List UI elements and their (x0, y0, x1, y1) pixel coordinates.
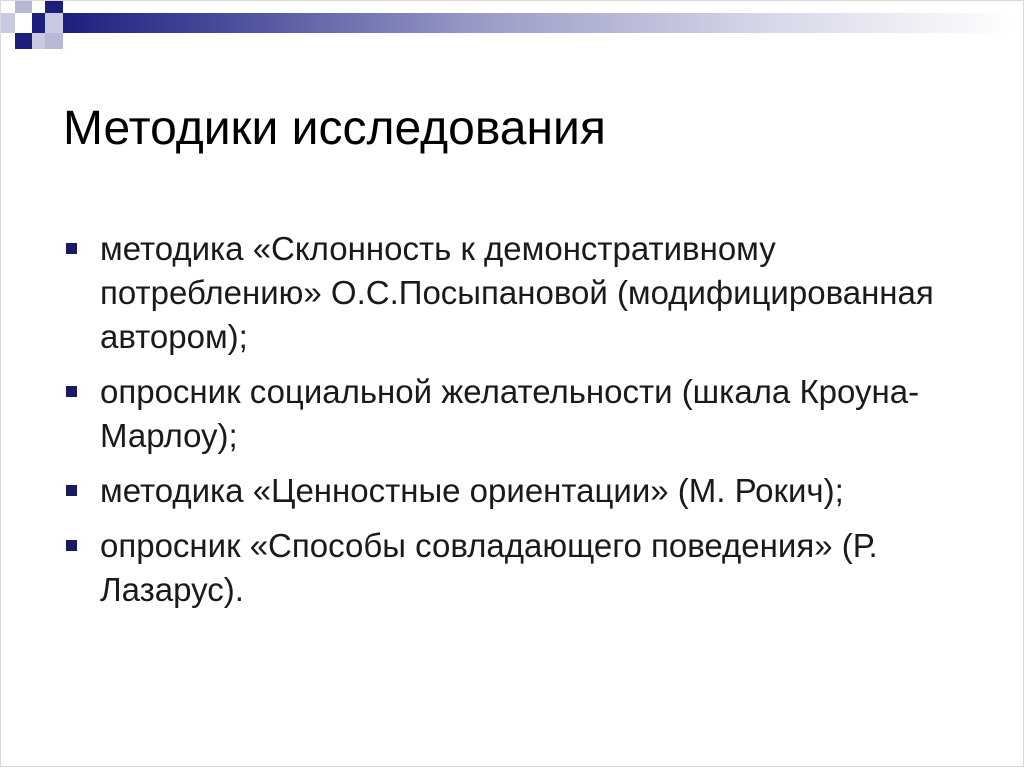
square-bullet-icon (66, 540, 77, 551)
header-decoration (1, 1, 1024, 71)
bullet-list (63, 227, 963, 623)
square-bullet-icon (66, 386, 77, 397)
deco-square (45, 13, 63, 33)
deco-square (1, 13, 15, 33)
deco-square (45, 33, 63, 49)
slide-title: Методики исследования (63, 102, 606, 155)
square-bullet-icon (66, 243, 77, 254)
deco-square (32, 33, 45, 49)
deco-square (15, 13, 32, 33)
list-item (63, 469, 963, 513)
deco-square (45, 1, 63, 13)
list-item-text: методика «Склонность к демонстративному потреблению» О.С.Посыпановой (модифицированная автором); (100, 230, 934, 355)
header-gradient-bar (63, 13, 1015, 33)
list-item-text: опросник «Способы совладающего поведения» (Р. Лазарус). (100, 527, 878, 608)
deco-square (15, 33, 32, 49)
square-bullet-icon (66, 485, 77, 496)
list-item-text: опросник социальной желательности (шкала Кроуна-Марлоу); (100, 373, 920, 454)
deco-square (15, 1, 32, 13)
list-item (63, 524, 963, 612)
list-item-text: методика «Ценностные ориентации» (М. Рокич); (100, 472, 844, 509)
deco-square (32, 13, 45, 33)
list-item (63, 370, 963, 458)
list-item (63, 227, 963, 359)
